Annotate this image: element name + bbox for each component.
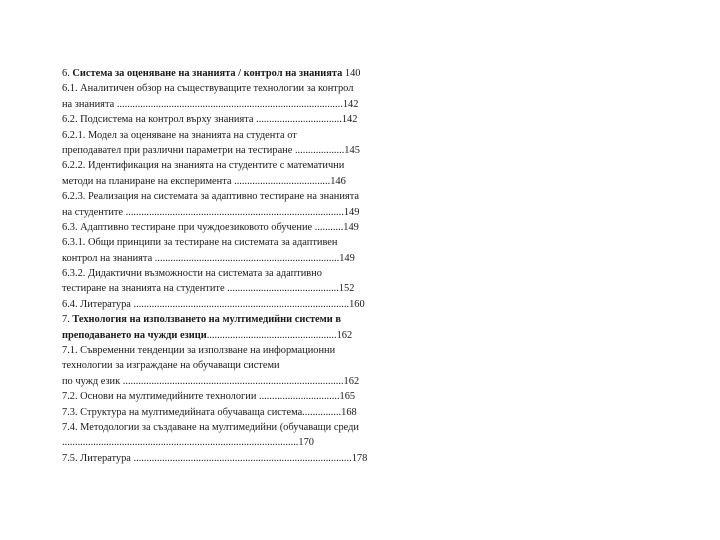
- toc-line: 6. Система за оценяване на знанията / контрол на знанията 140: [62, 68, 361, 79]
- toc-line: по чужд език .....................................................................................162: [62, 375, 360, 387]
- toc-line: методи на планиране на експеримента .....................................146: [62, 175, 346, 187]
- toc-line: 7.5. Литература ....................................................................................178: [62, 452, 368, 464]
- toc-line: на знанията .......................................................................................142: [62, 98, 359, 110]
- table-of-contents: [62, 66, 414, 466]
- toc-line: 6.3.1. Общи принципи за тестиране на системата за адаптивен: [62, 237, 338, 249]
- toc-line: 6.2. Подсистема на контрол върху знанията .................................142: [62, 114, 358, 126]
- toc-line: технологии за изграждане на обучаващи системи: [62, 360, 280, 372]
- toc-line: контрол на знанията .......................................................................149: [62, 252, 355, 264]
- toc-line: 7.3. Структура на мултимедийната обучаваща система...............168: [62, 406, 357, 418]
- toc-line: 7.4. Методологии за създаване на мултимедийни (обучаващи среди: [62, 421, 359, 433]
- toc-line: 6.4. Литература ...................................................................................160: [62, 298, 365, 310]
- toc-line: преподавател при различни параметри на тестиране ...................145: [62, 144, 360, 156]
- toc-line: 7.2. Основи на мултимедийните технологии ...............................165: [62, 391, 356, 403]
- toc-line: на студентите ....................................................................................149: [62, 206, 360, 218]
- toc-line: 7.1. Съвременни тенденции за използване на информационни: [62, 345, 336, 357]
- toc-line: 6.2.1. Модел за оценяване на знанията на студента от: [62, 129, 297, 141]
- toc-line: 6.1. Аналитичен обзор на съществуващите технологии за контрол: [62, 83, 354, 95]
- section-heading: преподаването на чужди езици: [62, 329, 207, 341]
- section-heading: Система за оценяване на знанията / контрол на знанията: [72, 68, 343, 79]
- toc-line: 7. Технология на използването на мултимедийни системи в: [62, 314, 341, 326]
- toc-line: 6.2.2. Идентификация на знанията на студентите с математични: [62, 160, 345, 172]
- toc-line: 6.2.3. Реализация на системата за адаптивно тестиране на знанията: [62, 191, 359, 203]
- toc-line: тестиране на знанията на студентите ...........................................152: [62, 283, 355, 295]
- toc-line: ...........................................................................................170: [62, 437, 314, 449]
- section-heading: Технология на използването на мултимедийни системи в: [72, 314, 341, 326]
- toc-line: 6.3. Адаптивно тестиране при чуждоезиковото обучение ...........149: [62, 221, 359, 233]
- toc-line: 6.3.2. Дидактични възможности на системата за адаптивно: [62, 268, 322, 280]
- toc-line: преподаването на чужди езици..................................................162: [62, 329, 353, 341]
